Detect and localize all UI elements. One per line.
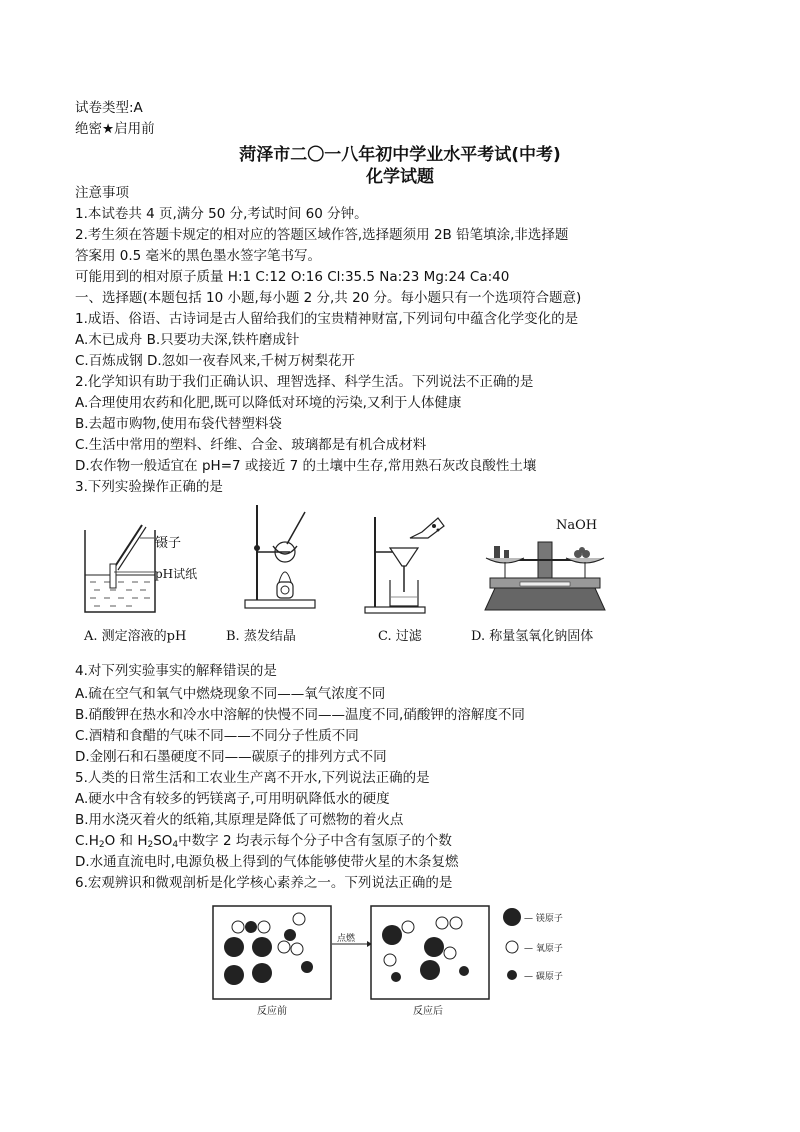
q1-options-ab: A.木已成舟 B.只要功夫深,铁杵磨成针 [75, 332, 300, 348]
q5-stem: 5.人类的日常生活和工农业生产离不开水,下列说法正确的是 [75, 770, 430, 786]
caption-before: 反应前 [257, 1006, 287, 1017]
note-1: 1.本试卷共 4 页,满分 50 分,考试时间 60 分钟。 [75, 206, 368, 222]
ph-paper-label: pH试纸 [155, 567, 198, 581]
q3-caption-a: A. 测定溶液的pH [84, 629, 187, 644]
q4-option-d: D.金刚石和石墨硬度不同——碳原子的排列方式不同 [75, 749, 387, 765]
q3-caption-b: B. 蒸发结晶 [226, 629, 296, 644]
naoh-label: NaOH [556, 518, 598, 533]
q4-option-c: C.酒精和食醋的气味不同——不同分子性质不同 [75, 728, 359, 744]
q1-options-cd: C.百炼成钢 D.忽如一夜春风来,千树万树梨花开 [75, 353, 355, 369]
legend-mg: — 镁原子 [524, 914, 563, 924]
before-reaction-box [212, 905, 332, 1000]
q5-option-d: D.水通直流电时,电源负极上得到的气体能够使带火星的木条复燃 [75, 854, 459, 870]
q5-option-b: B.用水浇灭着火的纸箱,其原理是降低了可燃物的着火点 [75, 812, 404, 828]
q4-option-b: B.硝酸钾在热水和冷水中溶解的快慢不同——温度不同,硝酸钾的溶解度不同 [75, 707, 525, 723]
q2-option-c: C.生活中常用的塑料、纤维、合金、玻璃都是有机合成材料 [75, 437, 427, 453]
exam-subtitle: 化学试题 [366, 167, 434, 187]
after-reaction-box [370, 905, 490, 1000]
q3-caption-c: C. 过滤 [378, 629, 422, 644]
section-1-heading: 一、选择题(本题包括 10 小题,每小题 2 分,共 20 分。每小题只有一个选项符合题意) [75, 290, 582, 306]
exam-title: 菏泽市二〇一八年初中学业水平考试(中考) [239, 145, 561, 165]
q5-option-c: $C.H_2O$ 和 $H_2SO_4$中数字 2 均表示每个分子中含有氢原子的个数 [75, 833, 452, 850]
q2-option-a: A.合理使用农药和化肥,既可以降低对环境的污染,又利于人体健康 [75, 395, 462, 411]
q3-caption-d: D. 称量氢氧化钠固体 [471, 629, 594, 644]
tweezers-label: 镊子 [155, 536, 182, 551]
legend-c: — 碳原子 [524, 972, 563, 982]
caption-after: 反应后 [413, 1006, 443, 1017]
q6-stem: 6.宏观辨识和微观剖析是化学核心素养之一。下列说法正确的是 [75, 875, 453, 891]
balance-figure [480, 530, 610, 615]
paper-type: 试卷类型:A [75, 100, 143, 116]
legend-o: — 氧原子 [524, 944, 563, 954]
q5-option-a: A.硬水中含有较多的钙镁离子,可用明矾降低水的硬度 [75, 791, 390, 807]
q4-stem: 4.对下列实验事实的解释错误的是 [75, 663, 277, 679]
q1-stem: 1.成语、俗语、古诗词是古人留给我们的宝贵精神财富,下列词句中蕴含化学变化的是 [75, 311, 579, 327]
q2-option-d: D.农作物一般适宜在 pH=7 或接近 7 的土壤中生存,常用熟石灰改良酸性土壤 [75, 458, 537, 474]
evaporation-figure [235, 500, 320, 615]
q2-stem: 2.化学知识有助于我们正确认识、理智选择、科学生活。下列说法不正确的是 [75, 374, 534, 390]
q3-stem: 3.下列实验操作正确的是 [75, 479, 223, 495]
note-2a: 2.考生须在答题卡规定的相对应的答题区域作答,选择题须用 2B 铅笔填涂,非选择题 [75, 227, 569, 243]
q2-option-b: B.去超市购物,使用布袋代替塑料袋 [75, 416, 282, 432]
note-2b: 答案用 0.5 毫米的黑色墨水签字笔书写。 [75, 248, 322, 264]
arrow-label: 点燃 [337, 934, 356, 944]
confidential-mark: 绝密★启用前 [75, 121, 155, 137]
notes-heading: 注意事项 [75, 185, 129, 201]
q4-option-a: A.硫在空气和氧气中燃烧现象不同——氧气浓度不同 [75, 686, 386, 702]
atomic-masses: 可能用到的相对原子质量 H:1 C:12 O:16 Cl:35.5 Na:23 Mg:24 Ca:40 [75, 269, 510, 285]
filtration-figure [360, 512, 450, 617]
